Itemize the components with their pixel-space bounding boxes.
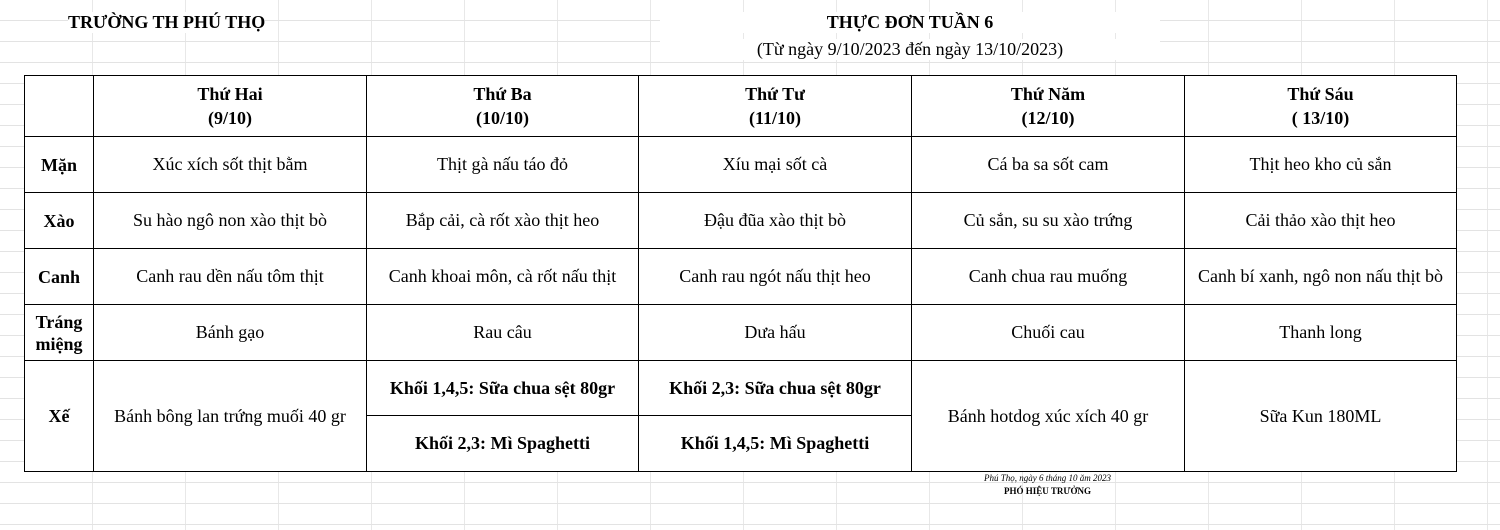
row-label-canh: Canh: [25, 249, 94, 305]
day-date: (12/10): [1021, 108, 1075, 128]
cell-xao-wed: Đậu đũa xào thịt bò: [639, 193, 912, 249]
day-header-fri: [1185, 76, 1457, 137]
menu-title: THỰC ĐƠN TUẦN 6: [660, 12, 1160, 33]
row-label-xe: Xế: [25, 361, 94, 472]
row-trang-mieng: [25, 305, 1457, 361]
cell-xe-wed-bottom: Khối 1,4,5: Mì Spaghetti: [639, 416, 912, 472]
cell-canh-tue: Canh khoai môn, cà rốt nấu thịt: [367, 249, 639, 305]
cell-trang-mieng-wed: Dưa hấu: [639, 305, 912, 361]
cell-xe-fri: Sữa Kun 180ML: [1185, 361, 1457, 472]
cell-xe-tue-top: Khối 1,4,5: Sữa chua sệt 80gr: [367, 361, 639, 416]
cell-man-tue: Thịt gà nấu táo đỏ: [367, 137, 639, 193]
row-xe-top: [25, 361, 1457, 416]
cell-canh-fri: Canh bí xanh, ngô non nấu thịt bò: [1185, 249, 1457, 305]
row-label-man: Mặn: [25, 137, 94, 193]
row-canh: [25, 249, 1457, 305]
header-row: [25, 76, 1457, 137]
row-man: [25, 137, 1457, 193]
cell-xao-fri: Cải thảo xào thịt heo: [1185, 193, 1457, 249]
day-name: Thứ Năm: [1010, 84, 1086, 104]
cell-trang-mieng-thu: Chuối cau: [912, 305, 1185, 361]
cell-canh-thu: Canh chua rau muống: [912, 249, 1185, 305]
row-label-line2: miệng: [35, 333, 83, 354]
cell-man-wed: Xíu mại sốt cà: [639, 137, 912, 193]
day-date: (10/10): [476, 108, 529, 128]
row-xao: [25, 193, 1457, 249]
cell-xe-tue-bottom: Khối 2,3: Mì Spaghetti: [367, 416, 639, 472]
day-date: (11/10): [749, 108, 801, 128]
day-header-tue: [367, 76, 639, 137]
row-label-xao: Xào: [25, 193, 94, 249]
cell-canh-wed: Canh rau ngót nấu thịt heo: [639, 249, 912, 305]
cell-man-mon: Xúc xích sốt thịt bằm: [94, 137, 367, 193]
cell-xao-tue: Bắp cải, cà rốt xào thịt heo: [367, 193, 639, 249]
day-name: Thứ Ba: [473, 84, 532, 104]
day-header-mon: [94, 76, 367, 137]
cell-xe-mon: Bánh bông lan trứng muối 40 gr: [94, 361, 367, 472]
row-label-trang-mieng: [25, 305, 94, 361]
signer-title: PHÓ HIỆU TRƯỞNG: [1003, 486, 1091, 496]
cell-man-thu: Cá ba sa sốt cam: [912, 137, 1185, 193]
cell-man-fri: Thịt heo kho củ sắn: [1185, 137, 1457, 193]
cell-xe-wed-top: Khối 2,3: Sữa chua sệt 80gr: [639, 361, 912, 416]
signature-place-date: Phú Thọ, ngày 6 tháng 10 ăm 2023: [984, 473, 1111, 483]
corner-cell: [25, 76, 94, 137]
weekly-menu-table: [24, 75, 1457, 472]
cell-canh-mon: Canh rau dền nấu tôm thịt: [94, 249, 367, 305]
day-name: Thứ Hai: [197, 84, 263, 104]
cell-xao-thu: Củ sắn, su su xào trứng: [912, 193, 1185, 249]
school-name: TRƯỜNG TH PHÚ THỌ: [68, 12, 266, 32]
cell-xe-thu: Bánh hotdog xúc xích 40 gr: [912, 361, 1185, 472]
cell-trang-mieng-mon: Bánh gạo: [94, 305, 367, 361]
row-label-line1: Tráng: [35, 311, 83, 332]
cell-trang-mieng-tue: Rau câu: [367, 305, 639, 361]
day-name: Thứ Sáu: [1287, 84, 1354, 104]
day-name: Thứ Tư: [745, 84, 805, 104]
cell-trang-mieng-fri: Thanh long: [1185, 305, 1457, 361]
menu-date-range: (Từ ngày 9/10/2023 đến ngày 13/10/2023): [660, 39, 1160, 60]
cell-xao-mon: Su hào ngô non xào thịt bò: [94, 193, 367, 249]
day-header-thu: [912, 76, 1185, 137]
day-header-wed: [639, 76, 912, 137]
day-date: ( 13/10): [1291, 108, 1350, 128]
day-date: (9/10): [208, 108, 252, 128]
